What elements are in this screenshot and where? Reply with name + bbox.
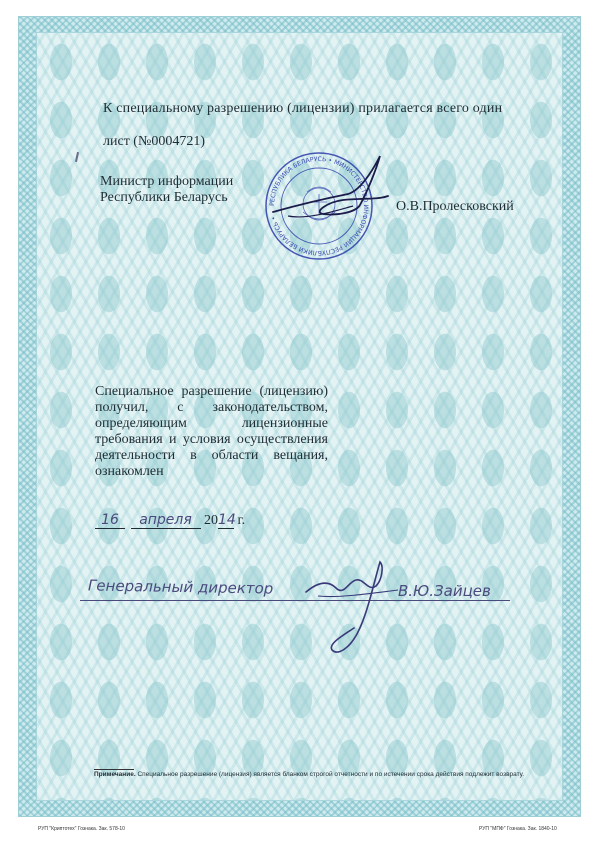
date-month: апреля (131, 512, 201, 529)
printer-imprint-left: РУП "Криптотех" Гознака. Зак. 578-10 (38, 826, 125, 832)
printer-imprint-right: РУП "МПФ" Гознака. Зак. 1840-10 (479, 826, 557, 832)
date-suffix: г. (237, 513, 246, 528)
footnote (94, 771, 544, 779)
minister-title (100, 174, 233, 206)
date-year-prefix: 20 (204, 513, 218, 528)
date-year-suffix: 14 (218, 512, 236, 528)
footnote-label: Примечание. (94, 771, 136, 778)
recipient-position: Генеральный директор (87, 576, 274, 598)
receipt-date (95, 512, 245, 529)
footnote-rule (94, 769, 134, 770)
minister-title-line-2: Республики Беларусь (100, 190, 228, 205)
minister-signature (268, 150, 398, 230)
receipt-statement: Специальное разрешение (лицензию) получил, с законодательством, определяющим лицензионные требования и условия осуществления деятельности в области вещания, ознакомлен (95, 384, 328, 479)
attachment-line-2: лист (№0004721) (103, 134, 205, 149)
date-day: 16 (95, 512, 125, 529)
signature-underline (80, 600, 510, 601)
seal-text: РЕСПУБЛИКА БЕЛАРУСЬ • МИНИСТЕРСТВО ИНФОРМАЦИИ РЕСПУБЛИКИ БЕЛАРУСЬ • (268, 155, 370, 257)
minister-title-line-1: Министр информации (100, 174, 234, 189)
attachment-line-1: К специальному разрешению (лицензии) прилагается всего один (103, 101, 503, 116)
footnote-text: Специальное разрешение (лицензия) является бланком строгой отчетности и по истечении срока действия подлежит возврату. (135, 771, 525, 778)
recipient-signature (298, 552, 408, 662)
recipient-name: В.Ю.Зайцев (398, 582, 491, 600)
minister-name: О.В.Пролесковский (396, 199, 514, 214)
